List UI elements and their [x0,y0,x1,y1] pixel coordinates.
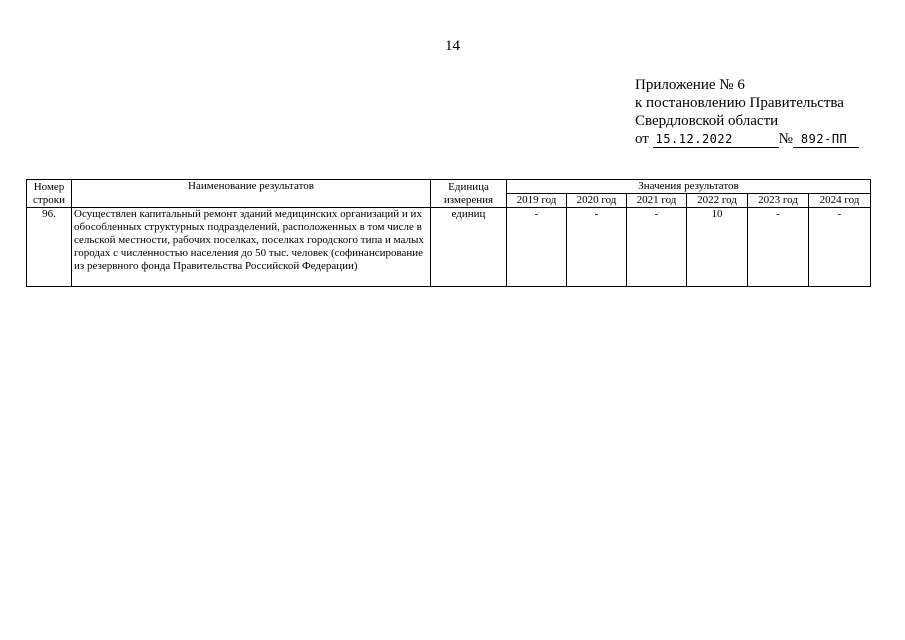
header-year-2023: 2023 год [748,194,809,208]
header-year-2022: 2022 год [687,194,748,208]
results-table [26,179,871,287]
resolution-date: 15.12.2022 [653,132,779,148]
value-cell-2021: - [627,208,687,287]
header-year-2021: 2021 год [627,194,687,208]
appendix-resolution-line: к постановлению Правительства [635,95,844,111]
header-row-number: Номер строки [27,180,72,208]
value-cell-2019: - [507,208,567,287]
unit-cell: единиц [431,208,507,287]
header-values-group: Значения результатов [507,180,871,194]
result-name-cell: Осуществлен капитальный ремонт зданий медицинских организаций и их обособленных структурных подразделений, расположенных в том числе в сельской местности, рабочих поселках, поселках городского типа и малых городах с численностью населения до 50 тыс. человек (софинансирование из резервного фонда Правительства Российской Федерации) [72,208,431,287]
appendix-region-line: Свердловской области [635,113,779,129]
value-cell-2020: - [567,208,627,287]
appendix-title: Приложение № 6 [635,77,745,93]
header-year-2020: 2020 год [567,194,627,208]
table-row [27,208,871,287]
appendix-date-line [635,130,859,148]
resolution-number: 892-ПП [793,132,859,148]
value-cell-2022: 10 [687,208,748,287]
date-from-label: от [635,131,649,147]
value-cell-2023: - [748,208,809,287]
header-result-name: Наименование результатов [72,180,431,208]
row-number-cell: 96. [27,208,72,287]
number-label: № [778,131,793,147]
page-number: 14 [445,38,460,54]
header-year-2024: 2024 год [809,194,871,208]
header-unit: Единица измерения [431,180,507,208]
value-cell-2024: - [809,208,871,287]
appendix-header [635,76,859,148]
header-year-2019: 2019 год [507,194,567,208]
